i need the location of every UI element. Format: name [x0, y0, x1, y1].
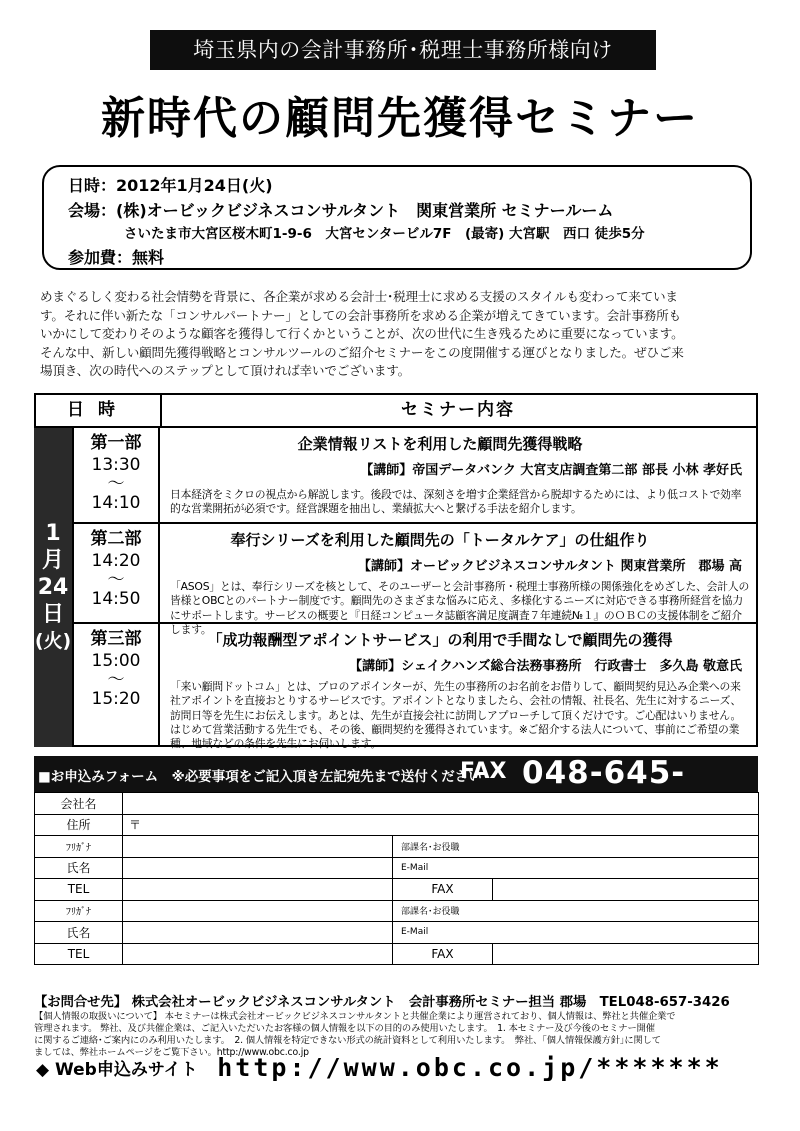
session-3	[72, 624, 758, 751]
session-2	[72, 524, 758, 636]
session-part: 第一部	[90, 433, 142, 453]
email-field-1[interactable]	[393, 857, 759, 879]
fax-field-2[interactable]	[493, 943, 759, 965]
session-lecturer: 【講師】オービックビジネスコンサルタント 関東営業所 郡場 高	[358, 559, 742, 574]
header-content: セミナー内容	[401, 400, 515, 420]
date-part: 24	[37, 575, 69, 600]
session-end: 15:20	[91, 689, 141, 709]
schedule-table	[34, 393, 758, 751]
date-part: 月	[41, 548, 64, 573]
privacy-line: ましては、弊社ホームページをご覧下さい。http://www.obc.co.jp	[34, 1047, 309, 1058]
session-body	[170, 428, 750, 517]
web-application	[36, 1053, 723, 1082]
furigana-field-1[interactable]	[123, 836, 393, 858]
session-description: 「ASOS」とは、奉行シリーズを核として、そのユーザーと会計事務所・税理士事務所様の関係強化をめざした、会計人の皆様とOBCとのパートナー制度です。顧問先のさまざまな悩みに応え、多様化するニーズに対応できる事務所経営を協力にサポートします。サービスの概要と『日経コンピュータ誌顧客満足度調査７年連続№１』のＯＢＣの支援体制をご紹介します。	[170, 580, 750, 636]
form-bar-label: ■お申込みフォーム ※必要事項をご記入頂き左記宛先まで送付ください	[38, 769, 482, 785]
name-label: 氏名	[35, 922, 123, 944]
schedule-header	[34, 393, 758, 428]
furigana-field-2[interactable]	[123, 900, 393, 922]
email-field-2[interactable]	[393, 922, 759, 944]
name-label: 氏名	[35, 857, 123, 879]
intro-line: す。それに伴い新たな「コンサルパートナー」としての会計事務所を求める企業が増えてきています。会計事務所も	[40, 307, 681, 323]
dept-label: 部課名･お役職	[401, 842, 460, 853]
privacy-line: に関するご連絡･ご案内にのみ利用いたします。 2. 個人情報を特定できない形式の統計資料として利用いたします。 弊社、｢個人情報保護方針｣に関して	[34, 1035, 661, 1046]
session-end: 14:10	[91, 493, 141, 513]
dept-label: 部課名･お役職	[401, 907, 460, 918]
fax-field-label: FAX	[393, 879, 493, 901]
furigana-label: ﾌﾘｶﾞﾅ	[35, 900, 123, 922]
intro-text	[40, 288, 758, 381]
tel-label: TEL	[35, 879, 123, 901]
session-description: 日本経済をミクロの視点から解説します。後段では、深刻さを増す企業経営から脱却するためには、より低コストで効率的な営業開拓が必須です。経営課題を抽出し、業績拡大へと繋げる手法を紹介します。	[170, 488, 742, 516]
event-info-box	[42, 165, 752, 270]
session-lecturer: 【講師】帝国データバンク 大宮支店調査第二部 部長 小林 孝好氏	[360, 463, 742, 478]
fax-field-label: FAX	[393, 943, 493, 965]
session-tilde: ～	[107, 570, 125, 590]
intro-line: めまぐるしく変わる社会情勢を背景に、各企業が求める会計士･税理士に求める支援のスタイルも変わって来ていま	[40, 289, 678, 304]
session-start: 13:30	[91, 455, 141, 475]
contact-info: 【お問合せ先】 株式会社オービックビジネスコンサルタント 会計事務所セミナー担当 郡場 TEL048-657-3426	[34, 995, 730, 1010]
address-label: 住所	[35, 814, 123, 836]
privacy-notice	[34, 1011, 760, 1059]
session-1	[72, 428, 758, 524]
tel-field-1[interactable]	[123, 879, 393, 901]
dept-field-1[interactable]	[393, 836, 759, 858]
intro-line: いかにして変わりそのような顧客を獲得して行くかということが、次の世代に生き残るために重要になっています。	[40, 326, 684, 341]
session-description: 「来い顧問ドットコム」とは、プロのアポインターが、先生の事務所のお名前をお借りして、顧問契約見込み企業への来社アポイントを直接おとりするサービスです。アポイントとなりましたら、会社の情報、社長名、先生に対するニーズ、訪問日等を先生にお伝えします。あとは、先生が直接会社に訪問しアプローチして頂くだけです。ご心配はいりません。はじめて営業活動する先生でも、その後、顧問契約を獲得されています。※ご紹介する法人について、事前にご希望の業種、地域などの条件を先生にお伺いします。	[170, 680, 742, 751]
tel-label: TEL	[35, 943, 123, 965]
name-field-1[interactable]	[123, 857, 393, 879]
event-venue: 会場：(株)オービックビジネスコンサルタント 関東営業所 セミナールーム	[68, 201, 614, 220]
fax-field-1[interactable]	[493, 879, 759, 901]
email-label: E-Mail	[401, 927, 429, 938]
email-label: E-Mail	[401, 862, 429, 873]
fax-number: 048-645-2424	[522, 755, 686, 827]
date-part: 1	[45, 521, 61, 546]
web-url-link[interactable]: http://www.obc.co.jp/*******	[217, 1053, 723, 1082]
application-form	[34, 792, 759, 965]
session-lecturer: 【講師】シェイクハンズ総合法務事務所 行政書士 多久島 敬意氏	[349, 659, 742, 674]
name-field-2[interactable]	[123, 922, 393, 944]
company-label: 会社名	[35, 793, 123, 815]
privacy-line: 【個人情報の取扱いについて】 本セミナーは株式会社オービックビジネスコンサルタントと共催企業により運営されており、個人情報は、弊社と共催企業で	[34, 1011, 676, 1022]
privacy-line: 管理されます。 弊社、及び共催企業は、ご記入いただいたお客様の個人情報を以下の目的のみ使用いたします。 1. 本セミナー及び今後のセミナー開催	[34, 1023, 655, 1034]
session-part: 第三部	[90, 629, 142, 649]
event-fee: 参加費：無料	[68, 248, 165, 267]
web-label: ◆ Web申込みサイト	[36, 1060, 198, 1080]
page-title: 新時代の顧問先獲得セミナー	[101, 93, 699, 144]
intro-line: そんな中、新しい顧問先獲得戦略とコンサルツールのご紹介セミナーをこの度開催する運びとなりました。ぜひご来	[40, 344, 684, 360]
date-part: (火)	[34, 630, 72, 652]
session-end: 14:50	[91, 589, 141, 609]
header-datetime: 日時	[36, 395, 162, 426]
audience-banner: 埼玉県内の会計事務所･税理士事務所様向け	[150, 30, 656, 70]
session-start: 14:20	[91, 551, 141, 571]
session-body	[170, 524, 750, 637]
fax-label: FAX	[460, 759, 507, 784]
date-vertical-label	[34, 428, 72, 747]
event-address: さいたま市大宮区桜木町1-9-6 大宮センタービル7F (最寄) 大宮駅 西口 徒歩5分	[124, 226, 645, 242]
session-body	[170, 624, 750, 751]
session-title: 企業情報リストを利用した顧問先獲得戦略	[297, 435, 583, 453]
session-part: 第二部	[90, 529, 142, 549]
address-field[interactable]	[123, 814, 759, 836]
session-start: 15:00	[91, 651, 141, 671]
tel-field-2[interactable]	[123, 943, 393, 965]
intro-line: 場頂き、次の時代へのステップとして頂ければ幸いでございます。	[40, 363, 411, 378]
date-part: 日	[41, 602, 64, 627]
event-date: 日時：2012年1月24日(火)	[68, 176, 273, 195]
furigana-label: ﾌﾘｶﾞﾅ	[35, 836, 123, 858]
company-field[interactable]	[123, 793, 759, 815]
session-title: 奉行シリーズを利用した顧問先の「トータルケア」の仕組作り	[230, 531, 650, 549]
session-title: 「成功報酬型アポイントサービス」の利用で手間なしで顧問先の獲得	[207, 631, 673, 649]
session-tilde: ～	[107, 474, 125, 494]
postal-mark: 〒	[129, 818, 142, 833]
dept-field-2[interactable]	[393, 900, 759, 922]
session-tilde: ～	[107, 670, 125, 690]
